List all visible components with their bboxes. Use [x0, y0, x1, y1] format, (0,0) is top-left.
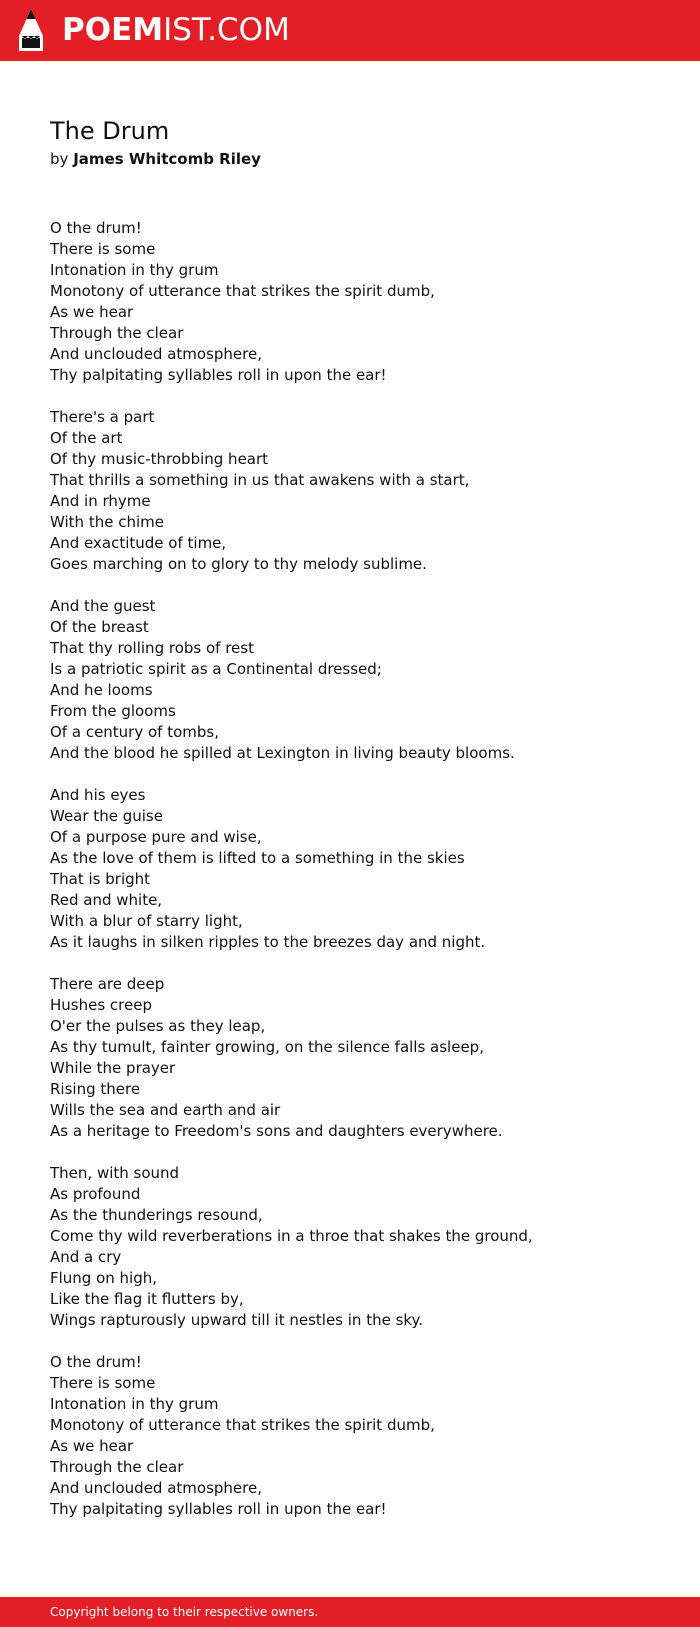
- poem-line: Through the clear: [50, 324, 184, 342]
- pencil-tip-icon: [16, 8, 46, 52]
- poem-line: Of a century of tombs,: [50, 723, 219, 741]
- site-header: [0, 0, 700, 61]
- poem-line: Come thy wild reverberations in a throe that shakes the ground,: [50, 1227, 533, 1245]
- poem-line: Wings rapturously upward till it nestles in the sky.: [50, 1311, 424, 1329]
- poem-line: O'er the pulses as they leap,: [50, 1017, 266, 1035]
- poem-line: While the prayer: [50, 1059, 176, 1077]
- poem-line: And a cry: [50, 1248, 122, 1266]
- poem-line: And exactitude of time,: [50, 534, 227, 552]
- poem-line: As it laughs in silken ripples to the breezes day and night.: [50, 933, 486, 951]
- poem-line: There is some: [50, 240, 156, 258]
- site-footer: [0, 1597, 700, 1627]
- poem-line: Monotony of utterance that strikes the spirit dumb,: [50, 1416, 435, 1434]
- poem-line: Of thy music-throbbing heart: [50, 450, 269, 468]
- poem-line: And he looms: [50, 681, 153, 699]
- poem-line: Flung on high,: [50, 1269, 158, 1287]
- brand-light: IST.COM: [163, 12, 290, 48]
- poem-line: Through the clear: [50, 1458, 184, 1476]
- copyright-text: Copyright belong to their respective owners.: [50, 1605, 319, 1619]
- poem-line: Thy palpitating syllables roll in upon the ear!: [50, 1500, 387, 1518]
- poem-line: And his eyes: [50, 786, 146, 804]
- poem-line: O the drum!: [50, 1353, 142, 1371]
- poem-line: With the chime: [50, 513, 164, 531]
- poem-line: Rising there: [50, 1080, 141, 1098]
- poem-line: There is some: [50, 1374, 156, 1392]
- poem-line: As we hear: [50, 1437, 134, 1455]
- poem-line: Monotony of utterance that strikes the spirit dumb,: [50, 282, 435, 300]
- poem-line: As the love of them is lifted to a something in the skies: [50, 849, 465, 867]
- stanza: [50, 785, 650, 953]
- poem-line: As a heritage to Freedom's sons and daughters everywhere.: [50, 1122, 503, 1140]
- poem-content: [50, 112, 650, 1541]
- stanza: [50, 1163, 650, 1331]
- stanza: [50, 407, 650, 575]
- author-name: James Whitcomb Riley: [73, 150, 261, 168]
- stanza: [50, 596, 650, 764]
- poem-line: Is a patriotic spirit as a Continental dressed;: [50, 660, 382, 678]
- poem-line: Intonation in thy grum: [50, 261, 219, 279]
- brand-strong: POEM: [62, 12, 164, 48]
- poem-line: And unclouded atmosphere,: [50, 345, 262, 363]
- poem-line: O the drum!: [50, 219, 142, 237]
- poem-line: And the blood he spilled at Lexington in living beauty blooms.: [50, 744, 515, 762]
- poem-line: That thy rolling robs of rest: [50, 639, 254, 657]
- poem-line: As profound: [50, 1185, 141, 1203]
- stanza: [50, 974, 650, 1142]
- poem-line: Then, with sound: [50, 1164, 180, 1182]
- site-logo[interactable]: [62, 12, 290, 48]
- poem-line: There's a part: [50, 408, 155, 426]
- poem-line: And the guest: [50, 597, 156, 615]
- poem-line: Of the breast: [50, 618, 149, 636]
- poem-line: From the glooms: [50, 702, 176, 720]
- poem-body: [50, 218, 650, 1520]
- poem-line: Of a purpose pure and wise,: [50, 828, 262, 846]
- poem-line: Of the art: [50, 429, 123, 447]
- poem-line: Wills the sea and earth and air: [50, 1101, 281, 1119]
- poem-line: Wear the guise: [50, 807, 163, 825]
- poem-line: As the thunderings resound,: [50, 1206, 263, 1224]
- poem-line: And unclouded atmosphere,: [50, 1479, 262, 1497]
- poem-line: Intonation in thy grum: [50, 1395, 219, 1413]
- poem-line: There are deep: [50, 975, 165, 993]
- poem-line: Goes marching on to glory to thy melody sublime.: [50, 555, 427, 573]
- stanza: [50, 218, 650, 386]
- poem-line: Hushes creep: [50, 996, 152, 1014]
- by-label: by: [50, 150, 69, 168]
- poem-line: That is bright: [50, 870, 151, 888]
- poem-line: As thy tumult, fainter growing, on the silence falls asleep,: [50, 1038, 484, 1056]
- poem-line: And in rhyme: [50, 492, 151, 510]
- byline: [50, 148, 650, 170]
- poem-line: Red and white,: [50, 891, 163, 909]
- poem-title: The Drum: [50, 117, 170, 145]
- poem-line: Like the flag it flutters by,: [50, 1290, 244, 1308]
- poem-line: Thy palpitating syllables roll in upon the ear!: [50, 366, 387, 384]
- poem-line: As we hear: [50, 303, 134, 321]
- stanza: [50, 1352, 650, 1520]
- poem-line: With a blur of starry light,: [50, 912, 243, 930]
- poem-line: That thrills a something in us that awakens with a start,: [50, 471, 470, 489]
